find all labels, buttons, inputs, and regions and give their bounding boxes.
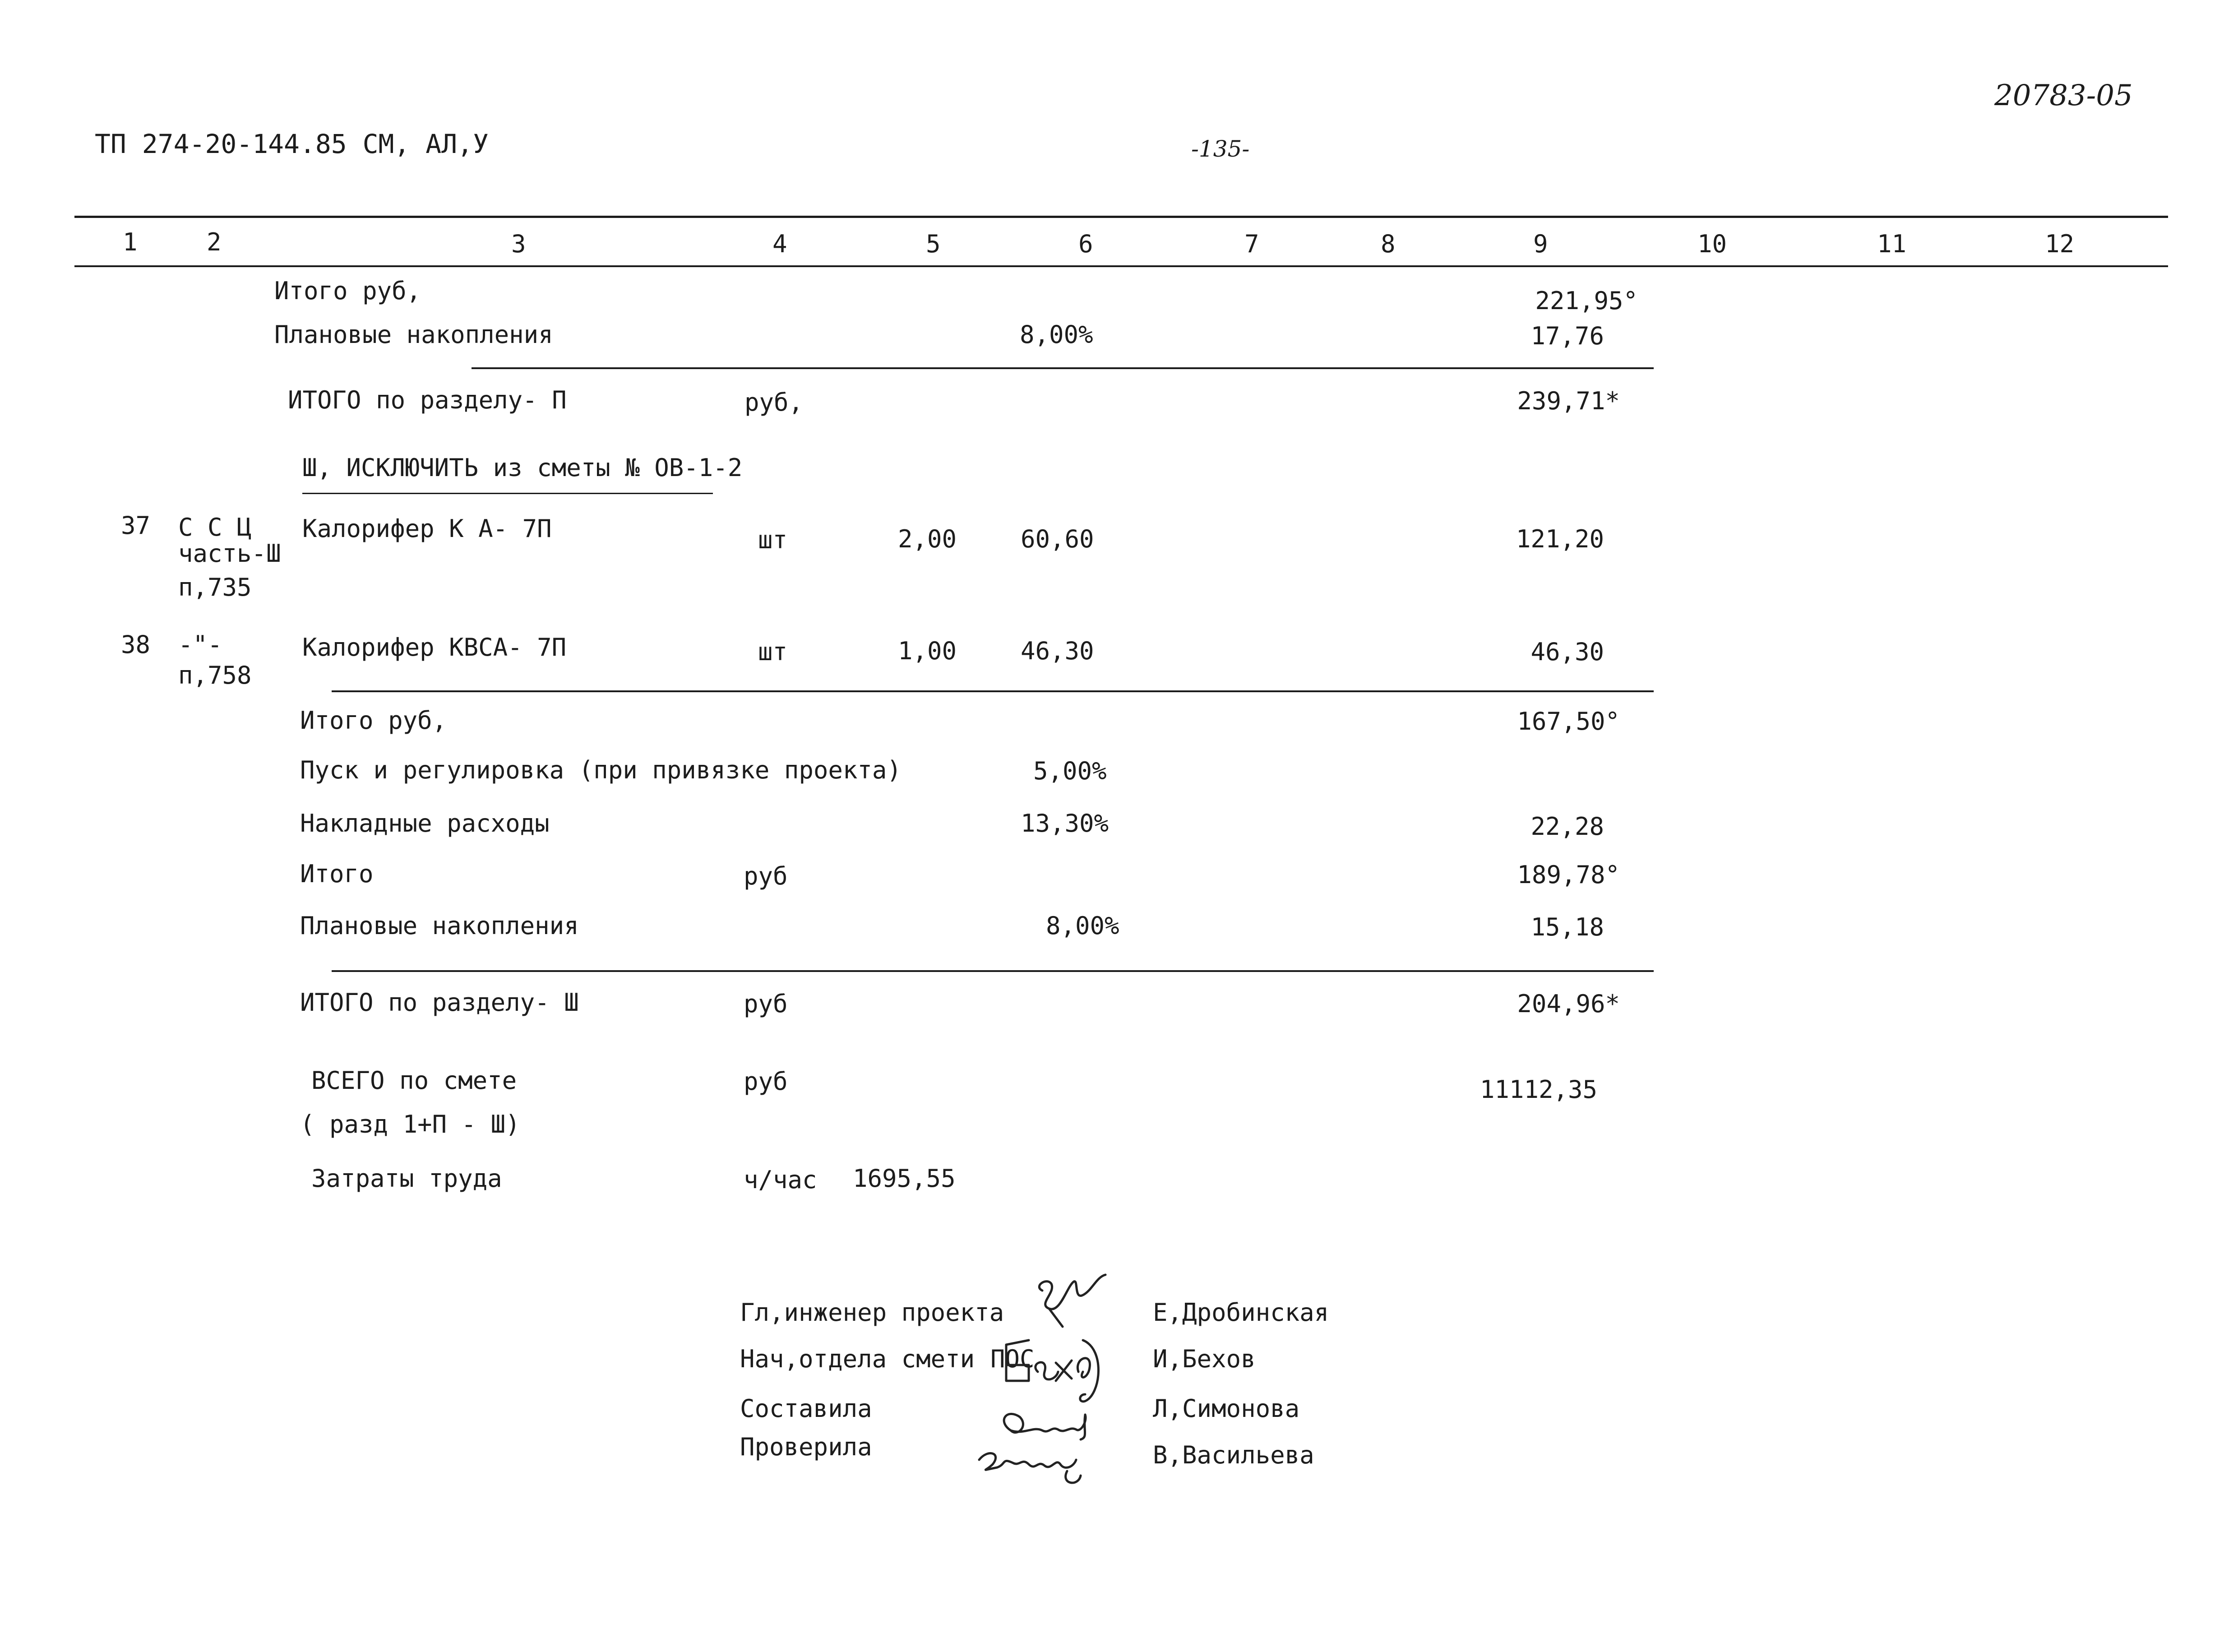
row-basis-line: п,735 (178, 573, 252, 602)
signature-role: Проверила (740, 1433, 872, 1461)
row-total: 46,30 (1531, 638, 1604, 666)
document-code: ТП 274-20-144.85 СМ, АЛ,У (95, 129, 489, 159)
section2-total-label: ИТОГО по разделу- П (288, 386, 567, 414)
plan-value: 17,76 (1531, 322, 1604, 350)
row-qty: 2,00 (898, 525, 957, 553)
header-top-rule (74, 216, 2168, 218)
row-basis-line: -"- (178, 630, 222, 659)
row-qty: 1,00 (898, 637, 957, 665)
row-basis-line: часть-Ш (178, 539, 281, 568)
column-header: 6 (1078, 230, 1093, 258)
row-price: 60,60 (1021, 525, 1094, 553)
itogo2-label: Итого (300, 860, 374, 888)
grand-total-label: ВСЕГО по смете (311, 1066, 517, 1095)
labor-value: 1695,55 (853, 1164, 956, 1193)
row-unit: шт (758, 526, 788, 554)
overhead-label: Накладные расходы (300, 809, 550, 838)
grand-total-value: 11112,35 (1480, 1075, 1597, 1104)
section2-total-value: 239,71* (1517, 387, 1620, 415)
section3-total-unit: руб (744, 990, 788, 1018)
signature-extra: ПОС (990, 1345, 1035, 1373)
section2-total-rule (472, 367, 1654, 369)
section3-total-rule (332, 970, 1654, 972)
itogo-label: Итого руб, (300, 706, 447, 735)
overhead-rate: 13,30% (1021, 809, 1109, 838)
labor-label: Затраты труда (311, 1164, 502, 1193)
section2-total-unit: руб, (744, 388, 804, 416)
section3-heading: Ш, ИСКЛЮЧИТЬ из сметы № ОВ-1-2 (302, 453, 743, 482)
itogo2-unit: руб (744, 862, 788, 890)
column-header: 10 (1697, 230, 1727, 258)
column-header: 3 (511, 230, 526, 258)
row-number: 38 (121, 630, 151, 659)
itogo-value: 167,50° (1517, 707, 1620, 736)
column-header: 11 (1877, 230, 1907, 258)
labor-unit: ч/час (744, 1166, 817, 1194)
plan-rate: 8,00% (1020, 320, 1093, 349)
itogo-value: 221,95° (1535, 287, 1638, 315)
section3-total-value: 204,96* (1517, 990, 1620, 1018)
column-header: 1 (123, 228, 138, 256)
column-header: 12 (2045, 230, 2075, 258)
itogo-label: Итого руб, (274, 277, 421, 305)
signature-role: Нач,отдела смети (740, 1345, 975, 1373)
row-name: Калорифер К А- 7П (302, 514, 552, 543)
pusk-label: Пуск и регулировка (при привязке проекта) (300, 756, 902, 784)
row-unit: шт (758, 638, 788, 666)
column-header: 4 (772, 230, 787, 258)
grand-total-sublabel: ( разд 1+П - Ш) (300, 1110, 520, 1138)
signature-name: И,Бехов (1153, 1345, 1256, 1373)
itogo2-value: 189,78° (1517, 861, 1620, 889)
column-header: 2 (207, 228, 222, 256)
plan-label: Плановые накопления (300, 912, 579, 940)
overhead-value: 22,28 (1531, 812, 1604, 841)
section3-subtotal-rule (332, 690, 1654, 692)
row-name: Калорифер КВСА- 7П (302, 633, 567, 662)
page-number: -135- (1191, 136, 1250, 162)
archive-number: 20783-05 (1994, 79, 2133, 112)
column-header: 8 (1381, 230, 1396, 258)
grand-total-unit: руб (744, 1067, 788, 1096)
section3-total-label: ИТОГО по разделу- Ш (300, 988, 579, 1017)
signature-role: Гл,инженер проекта (740, 1298, 1004, 1327)
plan-rate: 8,00% (1046, 912, 1119, 940)
signature-role: Составила (740, 1394, 872, 1423)
header-bottom-rule (74, 265, 2168, 267)
row-total: 121,20 (1516, 525, 1604, 553)
row-basis-line: п,758 (178, 661, 252, 689)
signature-name: Л,Симонова (1153, 1394, 1300, 1423)
column-header: 7 (1244, 230, 1259, 258)
row-number: 37 (121, 511, 151, 540)
signature-name: Е,Дробинская (1153, 1298, 1329, 1327)
plan-label: Плановые накопления (274, 320, 553, 349)
row-basis-line: С С Ц (178, 513, 252, 541)
section3-heading-underline (302, 493, 713, 494)
row-price: 46,30 (1021, 637, 1094, 665)
handwritten-signatures (970, 1259, 1187, 1494)
pusk-rate: 5,00% (1033, 757, 1107, 785)
column-header: 5 (926, 230, 941, 258)
plan-value: 15,18 (1531, 913, 1604, 941)
signature-name: В,Васильева (1153, 1441, 1314, 1469)
column-header: 9 (1533, 230, 1548, 258)
